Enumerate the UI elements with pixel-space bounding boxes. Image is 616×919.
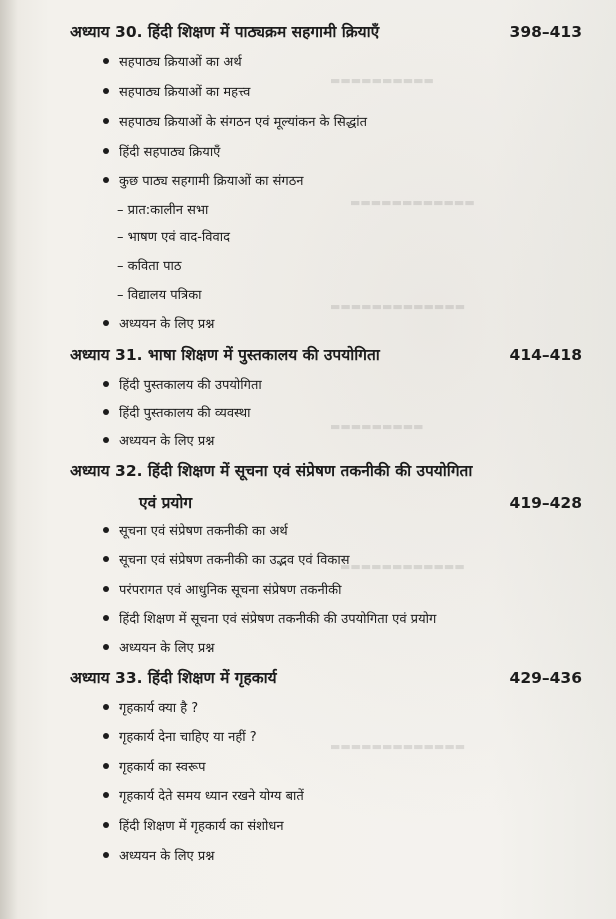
list-item: अध्ययन के लिए प्रश्न [103, 638, 214, 656]
bullet-icon [103, 527, 109, 533]
list-item: सहपाठ्य क्रियाओं का महत्त्व [103, 82, 250, 100]
list-item: हिंदी पुस्तकालय की उपयोगिता [103, 375, 262, 393]
bleed-through: ▬▬▬▬▬▬▬▬▬▬▬▬ [350, 196, 475, 209]
chapter-title: अध्याय 30. हिंदी शिक्षण में पाठ्यक्रम सहगामी क्रियाएँ [70, 23, 380, 41]
bleed-through: ▬▬▬▬▬▬▬▬▬▬▬▬ [340, 560, 465, 573]
bullet-icon [103, 437, 109, 443]
bleed-through: ▬▬▬▬▬▬▬▬▬▬ [330, 74, 434, 87]
chapter-32-heading-cont [139, 491, 582, 513]
bleed-through: ▬▬▬▬▬▬▬▬▬▬▬▬▬ [330, 300, 466, 313]
page-range: 398–413 [509, 23, 582, 41]
bullet-icon [103, 763, 109, 769]
gutter-shadow [0, 0, 18, 919]
list-item: अध्ययन के लिए प्रश्न [103, 431, 214, 449]
bullet-icon [103, 177, 109, 183]
list-item: गृहकार्य का स्वरूप [103, 757, 206, 775]
list-item: परंपरागत एवं आधुनिक सूचना संप्रेषण तकनीकी [103, 580, 341, 598]
list-item: अध्ययन के लिए प्रश्न [103, 846, 214, 864]
sub-item: – भाषण एवं वाद-विवाद [117, 230, 231, 245]
chapter-32-heading [70, 459, 582, 481]
list-item: गृहकार्य देते समय ध्यान रखने योग्य बातें [103, 786, 304, 804]
chapter-30-heading [70, 20, 582, 42]
bullet-icon [103, 148, 109, 154]
sub-item: – विद्यालय पत्रिका [117, 288, 202, 303]
bleed-through: ▬▬▬▬▬▬▬▬▬▬▬▬▬ [330, 740, 466, 753]
bullet-icon [103, 58, 109, 64]
bullet-icon [103, 586, 109, 592]
list-item: सूचना एवं संप्रेषण तकनीकी का उद्भव एवं विकास [103, 550, 350, 568]
list-item: हिंदी पुस्तकालय की व्यवस्था [103, 403, 251, 421]
page-range: 429–436 [509, 669, 582, 687]
chapter-title: अध्याय 31. भाषा शिक्षण में पुस्तकालय की उपयोगिता [70, 346, 380, 364]
chapter-title-cont: एवं प्रयोग [139, 494, 193, 512]
page-range: 419–428 [509, 494, 582, 512]
bullet-icon [103, 704, 109, 710]
list-item: सहपाठ्य क्रियाओं का अर्थ [103, 52, 242, 70]
bullet-icon [103, 822, 109, 828]
bullet-icon [103, 409, 109, 415]
bullet-icon [103, 792, 109, 798]
list-item: कुछ पाठ्य सहगामी क्रियाओं का संगठन [103, 171, 303, 189]
bullet-icon [103, 88, 109, 94]
list-item: सहपाठ्य क्रियाओं के संगठन एवं मूल्यांकन के सिद्धांत [103, 112, 367, 130]
bullet-icon [103, 615, 109, 621]
bullet-icon [103, 118, 109, 124]
bullet-icon [103, 852, 109, 858]
list-item: हिंदी सहपाठ्य क्रियाएँ [103, 142, 220, 160]
chapter-title: अध्याय 32. हिंदी शिक्षण में सूचना एवं संप्रेषण तकनीकी की उपयोगिता [70, 462, 473, 480]
list-item: गृहकार्य क्या है ? [103, 698, 198, 716]
page-range: 414–418 [509, 346, 582, 364]
chapter-33-heading [70, 666, 582, 688]
chapter-title: अध्याय 33. हिंदी शिक्षण में गृहकार्य [70, 669, 277, 687]
bullet-icon [103, 556, 109, 562]
bullet-icon [103, 733, 109, 739]
list-item: हिंदी शिक्षण में गृहकार्य का संशोधन [103, 816, 284, 834]
sub-item: – प्रात:कालीन सभा [117, 203, 209, 218]
list-item: सूचना एवं संप्रेषण तकनीकी का अर्थ [103, 521, 288, 539]
bullet-icon [103, 381, 109, 387]
chapter-31-heading [70, 343, 582, 365]
bullet-icon [103, 644, 109, 650]
sub-item: – कविता पाठ [117, 259, 182, 274]
bullet-icon [103, 320, 109, 326]
list-item: हिंदी शिक्षण में सूचना एवं संप्रेषण तकनीकी की उपयोगिता एवं प्रयोग [103, 609, 436, 627]
list-item: गृहकार्य देना चाहिए या नहीं ? [103, 727, 257, 745]
list-item: अध्ययन के लिए प्रश्न [103, 314, 214, 332]
bleed-through: ▬▬▬▬▬▬▬▬▬ [330, 420, 424, 433]
